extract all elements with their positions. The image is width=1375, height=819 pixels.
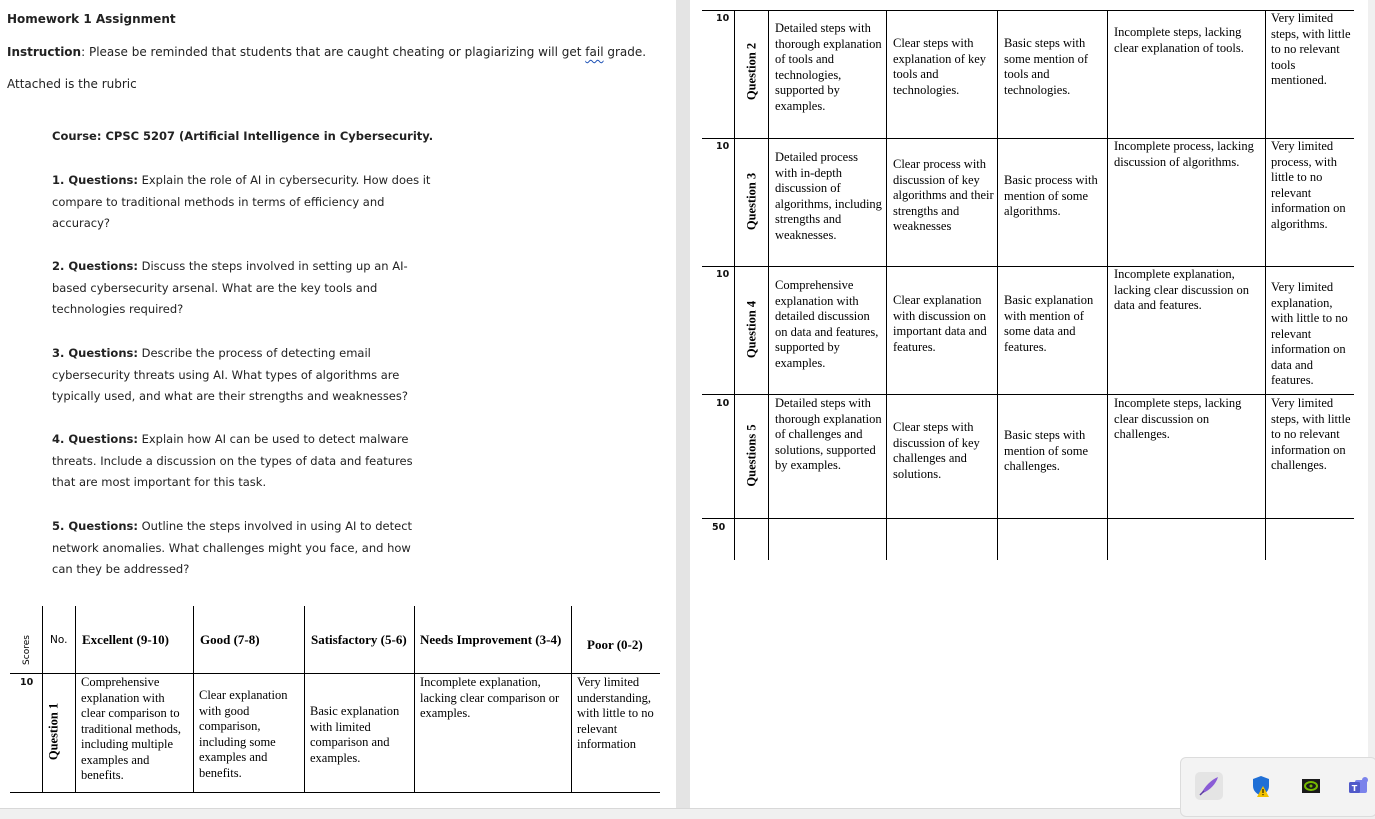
question-3: 3. Questions: Describe the process of detecting email cybersecurity threats using AI. What types of algorithms are typically used, and what are their strengths and weaknesses? <box>52 346 408 403</box>
system-tray-overflow <box>1180 757 1375 817</box>
row1-question: Question 1 <box>46 702 61 761</box>
row2-score: 10 <box>716 13 730 24</box>
attached-note: Attached is the rubric <box>7 77 137 91</box>
row4-good: Clear explanation with discussion on important data and features. <box>893 293 987 354</box>
page-gap <box>676 0 690 808</box>
header-good: Good (7-8) <box>200 632 260 647</box>
row4-poor: Very limited explanation, with little to no relevant information on data and features. <box>1271 280 1348 387</box>
header-needs-improvement: Needs Improvement (3-4) <box>420 632 562 647</box>
pen-icon[interactable] <box>1195 772 1223 800</box>
header-scores: Scores <box>22 635 32 665</box>
row4-needs-improvement: Incomplete explanation, lacking clear discussion on data and features. <box>1114 267 1250 312</box>
instruction-end: grade. <box>603 45 647 59</box>
row5-poor: Very limited steps, with little to no relevant information on challenges. <box>1271 396 1351 472</box>
defender-shield-icon[interactable] <box>1247 772 1275 800</box>
question-2: 2. Questions: Discuss the steps involved in setting up an AI-based cybersecurity arsenal. What are the key tools and technologies required? <box>52 259 408 316</box>
document-page-right <box>690 0 1368 808</box>
row5-excellent: Detailed steps with thorough explanation of challenges and solutions, supported by examples. <box>775 396 882 472</box>
row1-excellent: Comprehensive explanation with clear comparison to traditional methods, including multiple examples and benefits. <box>81 675 181 782</box>
horizontal-scrollbar[interactable] <box>0 808 1375 819</box>
row5-needs-improvement: Incomplete steps, lacking clear discussion on challenges. <box>1114 396 1242 441</box>
row3-question: Question 3 <box>744 172 759 231</box>
row1-satisfactory: Basic explanation with limited comparison and examples. <box>310 704 400 765</box>
question-4: 4. Questions: Explain how AI can be used to detect malware threats. Include a discussion on the types of data and features that are most important for this task. <box>52 432 413 489</box>
row1-good: Clear explanation with good comparison, including some examples and benefits. <box>199 688 288 780</box>
teams-icon[interactable] <box>1345 772 1373 800</box>
course-line: Course: CPSC 5207 (Artificial Intelligence in Cybersecurity. <box>52 129 434 143</box>
question-5: 5. Questions: Outline the steps involved in using AI to detect network anomalies. What challenges might you face, and how can they be addressed? <box>52 519 413 576</box>
row4-satisfactory: Basic explanation with mention of some data and features. <box>1004 293 1094 354</box>
row2-good: Clear steps with explanation of key tools and technologies. <box>893 36 987 97</box>
row5-question: Questions 5 <box>744 424 759 487</box>
instruction-label: Instruction <box>7 45 82 59</box>
row2-question: Question 2 <box>744 42 759 101</box>
header-excellent: Excellent (9-10) <box>82 632 170 647</box>
row1-score: 10 <box>20 677 34 688</box>
nvidia-icon[interactable] <box>1297 772 1325 800</box>
row3-satisfactory: Basic process with mention of some algorithms. <box>1004 173 1098 218</box>
row2-poor: Very limited steps, with little to no relevant tools mentioned. <box>1271 11 1351 87</box>
total-score: 50 <box>712 522 726 533</box>
row2-satisfactory: Basic steps with some mention of tools and technologies. <box>1004 36 1089 97</box>
row2-needs-improvement: Incomplete steps, lacking clear explanation of tools. <box>1114 25 1244 55</box>
row1-needs-improvement: Incomplete explanation, lacking clear comparison or examples. <box>420 675 560 720</box>
row3-good: Clear process with discussion of key algorithms and their strengths and weaknesses <box>893 157 994 233</box>
question-1: 1. Questions: Explain the role of AI in cybersecurity. How does it compare to traditional methods in terms of efficiency and accuracy? <box>52 173 431 230</box>
row2-excellent: Detailed steps with thorough explanation of tools and technologies, supported by examples. <box>775 21 882 113</box>
row5-satisfactory: Basic steps with mention of some challenges. <box>1004 428 1089 473</box>
row3-needs-improvement: Incomplete process, lacking discussion of algorithms. <box>1114 139 1254 169</box>
row4-excellent: Comprehensive explanation with detailed discussion on data and features, supported by examples. <box>775 278 879 370</box>
row3-excellent: Detailed process with in-depth discussion of algorithms, including strengths and weaknesses. <box>775 150 882 242</box>
header-satisfactory: Satisfactory (5-6) <box>311 632 407 647</box>
row3-score: 10 <box>716 141 730 152</box>
vertical-scrollbar[interactable] <box>1368 0 1375 808</box>
row3-poor: Very limited process, with little to no relevant information on algorithms. <box>1271 139 1346 231</box>
row5-good: Clear steps with discussion of key challenges and solutions. <box>893 420 980 481</box>
svg-text:T: T <box>1351 784 1358 793</box>
header-poor: Poor (0-2) <box>587 637 643 652</box>
row5-score: 10 <box>716 398 730 409</box>
document-page-left <box>0 0 676 808</box>
header-no: No. <box>50 634 68 646</box>
instruction-line <box>7 45 646 59</box>
instruction-fail-word: fail <box>585 45 604 59</box>
page-title: Homework 1 Assignment <box>7 12 176 26</box>
row1-poor: Very limited understanding, with little to no relevant information <box>577 675 654 751</box>
row4-score: 10 <box>716 269 730 280</box>
instruction-text: : Please be reminded that students that are caught cheating or plagiarizing will get <box>81 45 586 59</box>
row4-question: Question 4 <box>744 300 759 359</box>
